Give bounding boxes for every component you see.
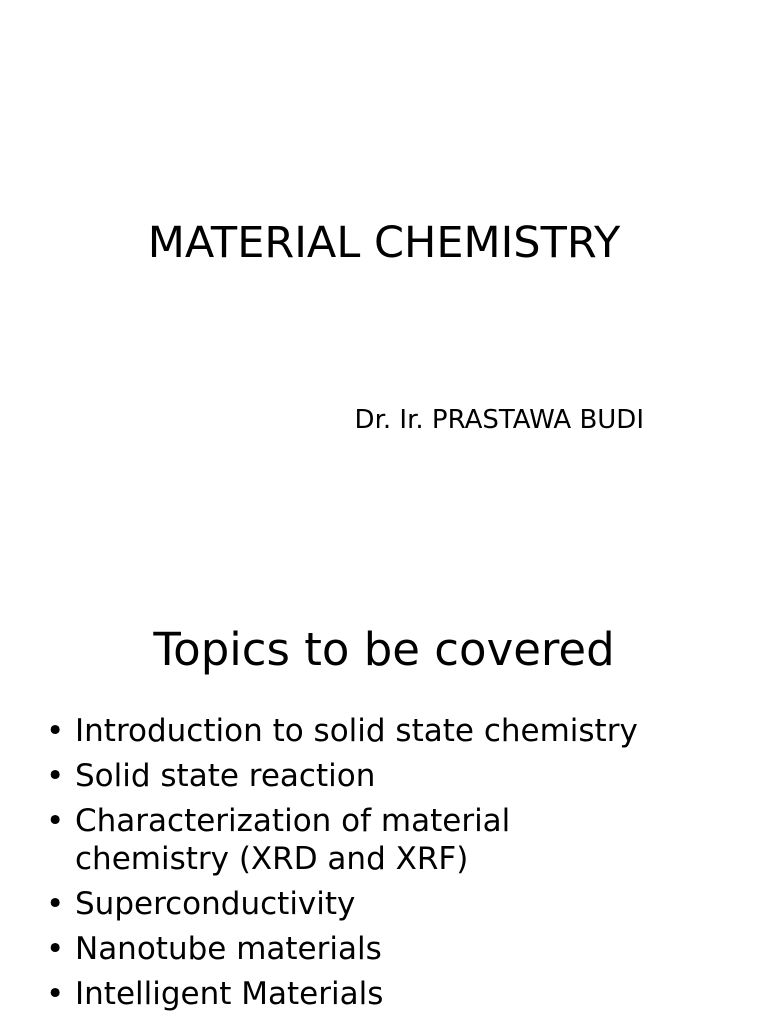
topic-text: Characterization of material chemistry (XRD and XRF) — [75, 803, 511, 877]
topic-item — [46, 802, 595, 878]
bullet-icon: • — [46, 886, 65, 922]
bullet-icon: • — [46, 976, 65, 1012]
bullet-icon: • — [46, 713, 65, 749]
topics-list — [46, 712, 746, 1020]
topic-text: Introduction to solid state chemistry — [75, 713, 638, 749]
topics-slide — [0, 512, 768, 1024]
topics-title: Topics to be covered — [153, 623, 615, 676]
author-name: Dr. Ir. PRASTAWA BUDI — [354, 405, 644, 435]
topic-text: Superconductivity — [75, 886, 356, 922]
topic-item — [46, 975, 746, 1013]
topic-item — [46, 712, 746, 750]
bullet-icon: • — [46, 758, 65, 794]
topic-item — [46, 885, 746, 923]
bullet-icon: • — [46, 931, 65, 967]
topic-text: Nanotube materials — [75, 931, 382, 967]
topic-text: Solid state reaction — [75, 758, 376, 794]
topic-text: Intelligent Materials — [75, 976, 384, 1012]
topic-item — [46, 757, 746, 795]
bullet-icon: • — [46, 803, 65, 839]
slide-title: MATERIAL CHEMISTRY — [147, 218, 621, 268]
topic-item — [46, 930, 746, 968]
